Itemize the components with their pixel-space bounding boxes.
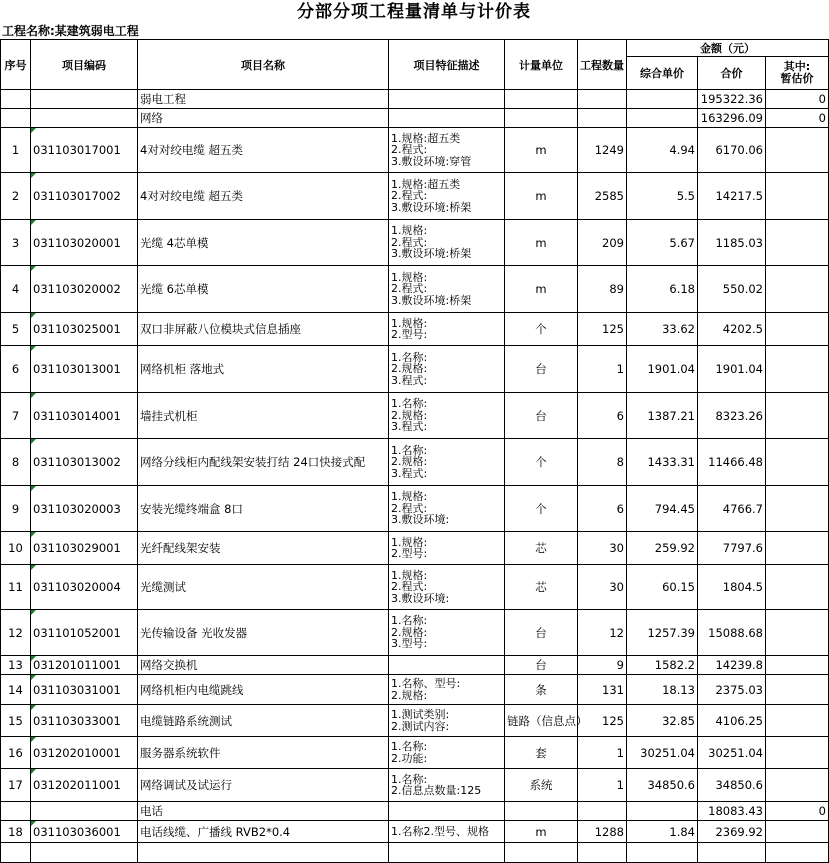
cell-unit[interactable]: 台 [505,346,578,393]
cell-total[interactable]: 14217.5 [698,173,766,220]
cell-name[interactable]: 网络调试及试运行 [138,769,389,802]
cell-unit[interactable]: m [505,220,578,266]
cell-unit[interactable]: m [505,128,578,173]
cell-unit[interactable]: m [505,173,578,220]
cell-seq[interactable]: 13 [1,656,31,675]
cell-name[interactable]: 电话线缆、广播线 RVB2*0.4 [138,821,389,843]
cell-code[interactable]: 031103017002 [31,173,138,220]
cell-provisional[interactable] [766,439,829,486]
feature-line: 2.程式: [391,282,428,296]
cell-provisional[interactable] [766,266,829,313]
cell-seq[interactable] [1,802,31,821]
cell-unit[interactable]: 条 [505,675,578,705]
feature-line: 2.程式: [391,235,428,249]
feature-line: 1.名称2.型号、规格 [391,824,489,838]
cell-qty[interactable] [578,802,627,821]
cell-qty[interactable]: 30 [578,532,627,565]
feature-line: 1.名称: [391,350,428,364]
cell-feature[interactable] [389,675,505,705]
cell-name[interactable]: 服务器系统软件 [138,737,389,769]
cell-feature[interactable] [389,737,505,769]
cell-qty[interactable]: 1288 [578,821,627,843]
feature-line: 1.名称: [391,772,428,786]
cell-feature[interactable] [389,821,505,843]
table-row [1,656,829,675]
feature-line: 2.功能: [391,751,428,765]
table-row [1,610,829,656]
cell-total[interactable]: 4106.25 [698,705,766,737]
cell-feature[interactable] [389,128,505,173]
cell-qty[interactable]: 6 [578,393,627,439]
cell-total[interactable]: 4202.5 [698,313,766,346]
cell-provisional[interactable] [766,705,829,737]
cell-unit[interactable]: 台 [505,656,578,675]
cell-total[interactable]: 8323.26 [698,393,766,439]
cell-code[interactable]: 031103036001 [31,821,138,843]
cell-unit-price[interactable]: 1387.21 [627,393,698,439]
cell-unit[interactable] [505,109,578,128]
header-qty[interactable]: 工程数量 [578,40,627,90]
feature-line: 2.程式: [391,189,428,203]
cell-seq[interactable]: 6 [1,346,31,393]
cell-unit[interactable]: m [505,821,578,843]
table-row [1,843,829,863]
cell-seq[interactable]: 15 [1,705,31,737]
cell-name[interactable]: 4对对绞电缆 超五类 [138,128,389,173]
header-amount[interactable]: 金额（元） [627,40,829,57]
cell-unit[interactable]: 系统 [505,769,578,802]
cell-feature[interactable] [389,705,505,737]
table-row [1,802,829,821]
cell-provisional[interactable] [766,313,829,346]
cell-unit-price[interactable]: 18.13 [627,675,698,705]
table-row [1,346,829,393]
feature-line: 1.测试类别: [391,708,450,721]
feature-line: 1.名称: [391,614,428,628]
table-row [1,486,829,532]
feature-line: 2.程式: [391,580,428,594]
cell-provisional[interactable] [766,173,829,220]
cell-seq[interactable] [1,109,31,128]
feature-line: 1.规格: [391,490,428,504]
cell-qty[interactable]: 6 [578,486,627,532]
cell-unit[interactable] [505,90,578,109]
cell-unit[interactable]: 台 [505,610,578,656]
cell-seq[interactable]: 17 [1,769,31,802]
cell-unit-price[interactable]: 1582.2 [627,656,698,675]
cell-code[interactable] [31,90,138,109]
cell-seq[interactable]: 12 [1,610,31,656]
header-seq[interactable]: 序号 [1,40,31,90]
cell-provisional[interactable]: 0 [766,90,829,109]
cell-unit-price[interactable] [627,109,698,128]
feature-line: 1.规格: [391,224,428,238]
cell-total[interactable]: 4766.7 [698,486,766,532]
cell-feature[interactable] [389,109,505,128]
cell-unit-price[interactable]: 1433.31 [627,439,698,486]
cell-unit[interactable] [505,802,578,821]
feature-line: 1.名称: [391,397,428,411]
cell-total[interactable]: 1804.5 [698,565,766,610]
feature-line: 3.程式: [391,420,428,434]
cell-unit[interactable]: 芯 [505,565,578,610]
cell-qty[interactable]: 8 [578,439,627,486]
feature-line: 2.规格: [391,408,428,422]
cell-provisional[interactable] [766,532,829,565]
cell-total[interactable] [698,843,766,863]
cell-seq[interactable]: 7 [1,393,31,439]
cell-unit[interactable]: 个 [505,486,578,532]
cell-unit[interactable]: m [505,266,578,313]
feature-line: 3.敷设环境: [391,513,450,527]
cell-unit[interactable]: 套 [505,737,578,769]
cell-unit-price[interactable]: 1.84 [627,821,698,843]
cell-seq[interactable] [1,843,31,863]
cell-code[interactable]: 031103013001 [31,346,138,393]
cell-provisional[interactable] [766,393,829,439]
cell-feature[interactable] [389,802,505,821]
cell-name[interactable]: 网络 [138,109,389,128]
cell-provisional[interactable] [766,610,829,656]
cell-unit-price[interactable]: 33.62 [627,313,698,346]
cell-feature[interactable] [389,266,505,313]
feature-line: 2.规格: [391,455,428,469]
table-row [1,90,829,109]
cell-provisional[interactable] [766,821,829,843]
cell-code[interactable] [31,802,138,821]
cell-name[interactable]: 光传输设备 光收发器 [138,610,389,656]
cell-feature[interactable] [389,393,505,439]
cell-unit[interactable]: 链路（信息点） [505,705,578,737]
cell-provisional[interactable] [766,220,829,266]
cell-qty[interactable]: 131 [578,675,627,705]
cell-name[interactable]: 墙挂式机柜 [138,393,389,439]
cell-code[interactable]: 031103029001 [31,532,138,565]
cell-provisional[interactable] [766,486,829,532]
cell-name[interactable]: 光纤配线架安装 [138,532,389,565]
cell-total[interactable]: 1901.04 [698,346,766,393]
cell-qty[interactable] [578,843,627,863]
cell-name[interactable]: 网络交换机 [138,656,389,675]
cell-qty[interactable] [578,90,627,109]
cell-name[interactable]: 4对对绞电缆 超五类 [138,173,389,220]
cell-total[interactable]: 11466.48 [698,439,766,486]
header-name[interactable]: 项目名称 [138,40,389,90]
cell-total[interactable]: 34850.6 [698,769,766,802]
cell-seq[interactable]: 14 [1,675,31,705]
feature-line: 3.敷设环境: [391,591,450,605]
cell-feature[interactable] [389,173,505,220]
feature-line: 2.规格: [391,625,428,639]
header-provisional[interactable] [766,57,829,90]
cell-seq[interactable]: 10 [1,532,31,565]
cell-seq[interactable]: 2 [1,173,31,220]
cell-code[interactable]: 031103031001 [31,675,138,705]
cell-provisional[interactable]: 0 [766,109,829,128]
cell-qty[interactable]: 1249 [578,128,627,173]
feature-line: 2.信息点数量:125 [391,784,482,797]
cell-feature[interactable] [389,610,505,656]
cell-unit-price[interactable]: 4.94 [627,128,698,173]
feature-line: 2.程式: [391,143,428,157]
cell-feature[interactable] [389,313,505,346]
table-row [1,220,829,266]
cell-seq[interactable]: 8 [1,439,31,486]
cell-name[interactable] [138,843,389,863]
header-unit[interactable]: 计量单位 [505,40,578,90]
feature-line: 2.测试内容: [391,719,450,733]
cell-unit-price[interactable]: 1901.04 [627,346,698,393]
cell-seq[interactable]: 11 [1,565,31,610]
cell-provisional[interactable] [766,769,829,802]
cell-unit-price[interactable] [627,802,698,821]
cell-provisional[interactable] [766,675,829,705]
cell-total[interactable]: 1185.03 [698,220,766,266]
cell-unit[interactable]: 芯 [505,532,578,565]
cell-feature[interactable] [389,769,505,802]
cell-seq[interactable]: 4 [1,266,31,313]
cell-code[interactable]: 031103017001 [31,128,138,173]
cell-name[interactable]: 双口非屏蔽八位模块式信息插座 [138,313,389,346]
cell-seq[interactable]: 16 [1,737,31,769]
cell-unit[interactable] [505,843,578,863]
table-row [1,565,829,610]
cell-qty[interactable]: 125 [578,705,627,737]
cell-name[interactable]: 安装光缆终端盒 8口 [138,486,389,532]
cell-unit-price[interactable] [627,843,698,863]
cell-seq[interactable]: 3 [1,220,31,266]
table-row [1,821,829,843]
cell-name[interactable]: 网络机柜内电缆跳线 [138,675,389,705]
cell-qty[interactable]: 89 [578,266,627,313]
feature-line: 1.规格:超五类 [391,177,461,191]
cell-code[interactable]: 031201011001 [31,656,138,675]
feature-line: 1.规格: [391,568,428,582]
cell-unit[interactable]: 台 [505,393,578,439]
cell-feature[interactable] [389,486,505,532]
cell-unit[interactable]: 个 [505,313,578,346]
cell-unit-price[interactable] [627,90,698,109]
cell-seq[interactable]: 1 [1,128,31,173]
cell-provisional[interactable] [766,346,829,393]
cell-unit-price[interactable]: 1257.39 [627,610,698,656]
cell-qty[interactable] [578,109,627,128]
cell-total[interactable]: 195322.36 [698,90,766,109]
table-row [1,439,829,486]
cell-name[interactable]: 光缆 6芯单模 [138,266,389,313]
header-feature[interactable]: 项目特征描述 [389,40,505,90]
cell-name[interactable]: 网络机柜 落地式 [138,346,389,393]
header-provisional-label: 其中: 暂估价 [780,60,814,85]
feature-line: 1.名称: [391,443,428,457]
cell-feature[interactable] [389,346,505,393]
cell-name[interactable]: 电缆链路系统测试 [138,705,389,737]
cell-unit-price[interactable]: 5.5 [627,173,698,220]
cell-feature[interactable] [389,843,505,863]
cell-total[interactable]: 2375.03 [698,675,766,705]
feature-line: 2.型号: [391,328,428,341]
cell-seq[interactable]: 5 [1,313,31,346]
table-row [1,109,829,128]
cell-seq[interactable]: 18 [1,821,31,843]
cell-unit-price[interactable]: 60.15 [627,565,698,610]
table-row [1,705,829,737]
cell-qty[interactable]: 12 [578,610,627,656]
cell-feature[interactable] [389,90,505,109]
cell-unit-price[interactable]: 34850.6 [627,769,698,802]
sheet-title: 分部分项工程量清单与计价表 [297,2,531,22]
cell-unit-price[interactable]: 5.67 [627,220,698,266]
table-row [1,128,829,173]
cell-qty[interactable]: 2585 [578,173,627,220]
cell-qty[interactable]: 209 [578,220,627,266]
cell-code[interactable] [31,843,138,863]
cell-qty[interactable]: 9 [578,656,627,675]
cell-total[interactable]: 2369.92 [698,821,766,843]
cell-provisional[interactable] [766,128,829,173]
feature-line: 3.敷设环境:桥架 [391,293,472,307]
cell-name[interactable]: 弱电工程 [138,90,389,109]
cell-unit-price[interactable]: 30251.04 [627,737,698,769]
cell-code[interactable]: 031202010001 [31,737,138,769]
feature-line: 3.敷设环境:桥架 [391,247,472,261]
cell-feature[interactable] [389,439,505,486]
cell-provisional[interactable] [766,565,829,610]
cell-unit[interactable]: 个 [505,439,578,486]
cell-unit-price[interactable]: 32.85 [627,705,698,737]
cell-provisional[interactable]: 0 [766,802,829,821]
cell-code[interactable]: 031103020003 [31,486,138,532]
table-row [1,393,829,439]
cell-seq[interactable] [1,90,31,109]
cell-name[interactable]: 电话 [138,802,389,821]
cell-feature[interactable] [389,656,505,675]
cell-total[interactable]: 163296.09 [698,109,766,128]
feature-line: 3.程式: [391,466,428,480]
cell-unit-price[interactable]: 794.45 [627,486,698,532]
cell-unit-price[interactable]: 6.18 [627,266,698,313]
table-row [1,313,829,346]
header-row-1 [1,40,829,57]
table-row [1,173,829,220]
cell-code[interactable]: 031103025001 [31,313,138,346]
cell-code[interactable]: 031103020001 [31,220,138,266]
feature-line: 2.规格: [391,688,428,702]
feature-line: 1.名称、型号: [391,677,461,690]
table-row [1,266,829,313]
feature-line: 2.型号: [391,547,428,560]
cell-name[interactable]: 光缆 4芯单模 [138,220,389,266]
feature-line: 2.规格: [391,362,428,376]
feature-line: 3.敷设环境:桥架 [391,200,472,214]
cell-code[interactable] [31,109,138,128]
feature-line: 3.敷设环境:穿管 [391,154,472,168]
cell-feature[interactable] [389,220,505,266]
cell-total[interactable]: 30251.04 [698,737,766,769]
feature-line: 1.规格: [391,270,428,284]
cell-code[interactable]: 031103013002 [31,439,138,486]
cell-name[interactable]: 光缆测试 [138,565,389,610]
feature-line: 3.程式: [391,373,428,387]
feature-line: 1.规格:超五类 [391,131,461,145]
cell-provisional[interactable] [766,656,829,675]
table-row [1,675,829,705]
cell-code[interactable]: 031101052001 [31,610,138,656]
project-name-label: 工程名称:某建筑弱电工程 [2,24,139,38]
cell-code[interactable]: 031103033001 [31,705,138,737]
cell-code[interactable]: 031103020002 [31,266,138,313]
cell-total[interactable]: 6170.06 [698,128,766,173]
cell-code[interactable]: 031103014001 [31,393,138,439]
cell-total[interactable]: 15088.68 [698,610,766,656]
table-body [1,90,829,863]
cell-provisional[interactable] [766,737,829,769]
header-unit-price[interactable]: 综合单价 [627,57,698,90]
cell-unit-price[interactable]: 259.92 [627,532,698,565]
cell-name[interactable]: 网络分线柜内配线架安装打结 24口快接式配 [138,439,389,486]
table-row [1,737,829,769]
cell-qty[interactable]: 1 [578,769,627,802]
bill-of-quantities-table [0,39,829,863]
cell-feature[interactable] [389,532,505,565]
cell-code[interactable]: 031202011001 [31,769,138,802]
feature-line: 3.型号: [391,637,428,651]
cell-total[interactable]: 18083.43 [698,802,766,821]
cell-qty[interactable]: 125 [578,313,627,346]
cell-provisional[interactable] [766,843,829,863]
feature-line: 2.程式: [391,501,428,515]
table-row [1,532,829,565]
cell-feature[interactable] [389,565,505,610]
feature-line: 1.规格: [391,535,428,549]
cell-qty[interactable]: 30 [578,565,627,610]
cell-qty[interactable]: 1 [578,737,627,769]
header-code[interactable]: 项目编码 [31,40,138,90]
feature-line: 1.规格: [391,316,428,330]
cell-qty[interactable]: 1 [578,346,627,393]
cell-total[interactable]: 550.02 [698,266,766,313]
cell-total[interactable]: 14239.8 [698,656,766,675]
feature-line: 1.名称: [391,740,428,753]
cell-seq[interactable]: 9 [1,486,31,532]
cell-code[interactable]: 031103020004 [31,565,138,610]
header-total[interactable]: 合价 [698,57,766,90]
table-row [1,769,829,802]
cell-total[interactable]: 7797.6 [698,532,766,565]
